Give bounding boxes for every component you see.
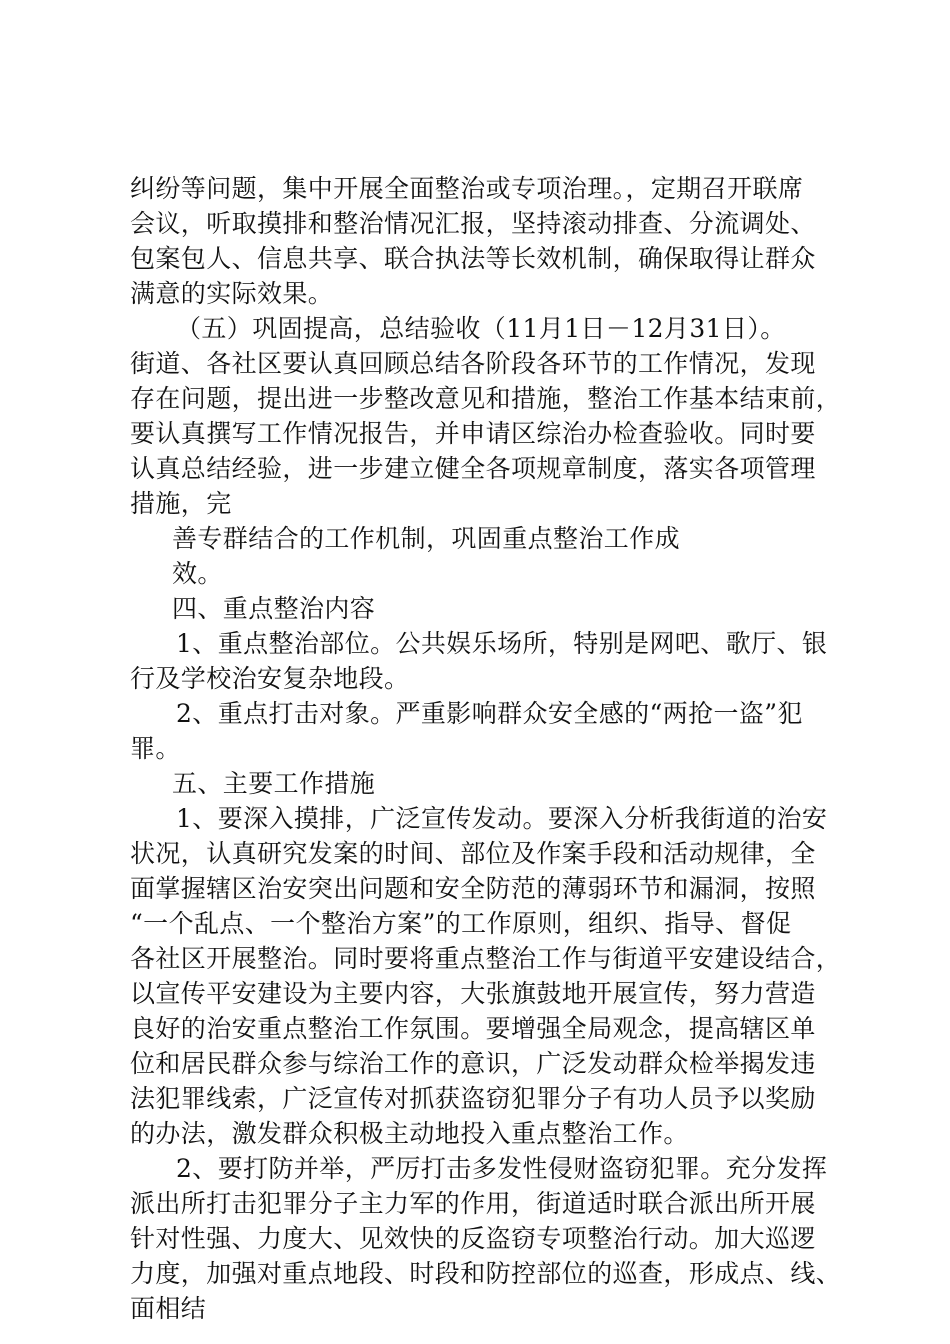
- text-line: 罪。: [130, 734, 181, 763]
- text-line: 力度，加强对重点地段、时段和防控部位的巡查，形成点、线、: [130, 1259, 842, 1288]
- text-line: 会议，听取摸排和整治情况汇报，坚持滚动排查、分流调处、: [130, 209, 816, 238]
- text-line: 派出所打击犯罪分子主力军的作用，街道适时联合派出所开展: [130, 1189, 816, 1218]
- section-heading: 五、主要工作措施: [172, 769, 376, 798]
- text-line: 满意的实际效果。: [130, 279, 334, 308]
- text-line: “一个乱点、一个整治方案”的工作原则，组织、指导、督促: [130, 909, 792, 938]
- text-line: 各社区开展整治。同时要将重点整治工作与街道平安建设结合，: [130, 944, 842, 973]
- text-line: 措施，完: [130, 489, 232, 518]
- text-line: 2、重点打击对象。严重影响群众安全感的“两抢一盗”犯: [176, 699, 803, 728]
- text-line: 效。: [172, 559, 223, 588]
- text-line: 面掌握辖区治安突出问题和安全防范的薄弱环节和漏洞，按照: [130, 874, 816, 903]
- text-line: 纠纷等问题，集中开展全面整治或专项治理。，定期召开联席: [130, 174, 804, 203]
- section-heading: 四、重点整治内容: [172, 594, 376, 623]
- text-line: 面相结: [130, 1294, 207, 1323]
- text-line: 善专群结合的工作机制，巩固重点整治工作成: [172, 524, 681, 553]
- text-line: 街道、各社区要认真回顾总结各阶段各环节的工作情况，发现: [130, 349, 816, 378]
- text-line: 行及学校治安复杂地段。: [130, 664, 410, 693]
- section-heading: （五）巩固提高，总结验收（11月1日－12月31日）。: [176, 314, 786, 343]
- text-line: 位和居民群众参与综治工作的意识，广泛发动群众检举揭发违: [130, 1049, 816, 1078]
- text-line: 良好的治安重点整治工作氛围。要增强全局观念，提高辖区单: [130, 1014, 816, 1043]
- text-line: 1、要深入摸排，广泛宣传发动。要深入分析我街道的治安: [176, 804, 828, 833]
- text-line: 以宣传平安建设为主要内容，大张旗鼓地开展宣传，努力营造: [130, 979, 816, 1008]
- text-line: 状况，认真研究发案的时间、部位及作案手段和活动规律，全: [130, 839, 816, 868]
- text-line: 要认真撰写工作情况报告，并申请区综治办检查验收。同时要: [130, 419, 816, 448]
- text-line: 针对性强、力度大、见效快的反盗窃专项整治行动。加大巡逻: [130, 1224, 816, 1253]
- text-line: 存在问题，提出进一步整改意见和措施，整治工作基本结束前，: [130, 384, 842, 413]
- text-line: 认真总结经验，进一步建立健全各项规章制度，落实各项管理: [130, 454, 816, 483]
- text-line: 1、重点整治部位。公共娱乐场所，特别是网吧、歌厅、银: [176, 629, 828, 658]
- text-line: 包案包人、信息共享、联合执法等长效机制，确保取得让群众: [130, 244, 816, 273]
- text-line: 法犯罪线索，广泛宣传对抓获盗窃犯罪分子有功人员予以奖励: [130, 1084, 816, 1113]
- text-line: 2、要打防并举，严厉打击多发性侵财盗窃犯罪。充分发挥: [176, 1154, 828, 1183]
- text-line: 的办法，激发群众积极主动地投入重点整治工作。: [130, 1119, 689, 1148]
